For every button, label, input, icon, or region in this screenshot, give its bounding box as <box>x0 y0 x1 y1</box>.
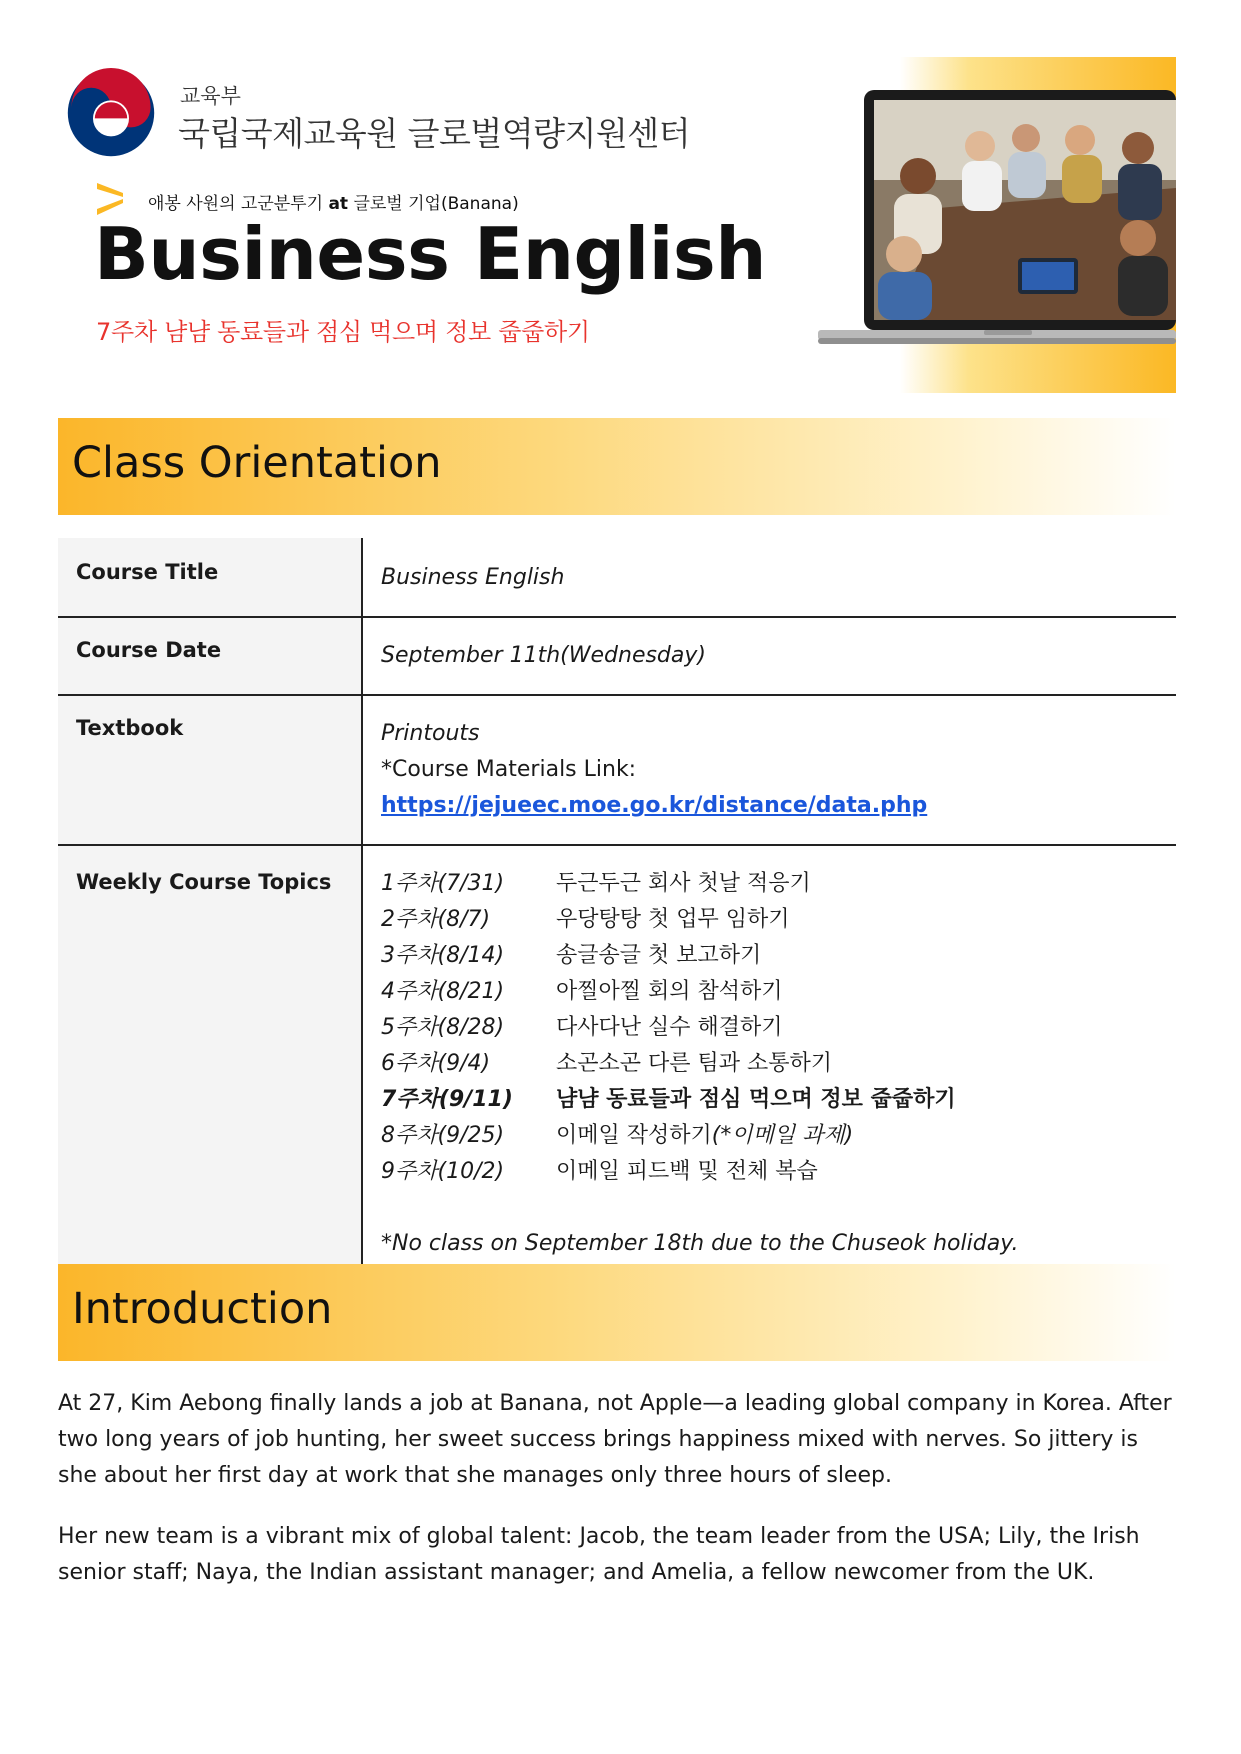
topic-text: 이메일 작성하기 <box>556 1123 712 1148</box>
list-item <box>381 1010 1158 1046</box>
link-prefix: *Course Materials Link: <box>381 757 637 782</box>
week-topic: 우당탕탕 첫 업무 임하기 <box>556 907 790 932</box>
list-item <box>381 1154 1158 1190</box>
week-label: 4주차(8/21) <box>381 979 505 1004</box>
laptop-meeting-illustration <box>818 88 1176 356</box>
row-value: September 11th(Wednesday) <box>381 643 706 668</box>
week-label: 9주차(10/2) <box>381 1159 505 1184</box>
weekly-topic-list <box>381 866 1158 1190</box>
week-topic: 두근두근 회사 첫날 적응기 <box>556 871 811 896</box>
section-title: Class Orientation <box>72 438 442 488</box>
week-title: 7주차 냠냠 동료들과 점심 먹으며 정보 줍줍하기 <box>96 318 590 346</box>
list-item <box>381 1046 1158 1082</box>
list-item <box>381 938 1158 974</box>
subtitle <box>148 189 519 214</box>
section-header-orientation <box>58 418 1176 515</box>
subtitle-prefix: 애봉 사원의 고군분투기 <box>148 194 324 214</box>
holiday-note: *No class on September 18th due to the Chuseok holiday. <box>381 1231 1019 1256</box>
intro-paragraph: Her new team is a vibrant mix of global talent: Jacob, the team leader from the USA; Lily, the Irish senior staff; Naya, the Indian assistant manager; and Amelia, a fellow newcomer from the UK. <box>58 1524 1140 1585</box>
row-value: Business English <box>381 565 565 590</box>
topic-extra: (*이메일 과제) <box>711 1123 854 1148</box>
subtitle-suffix: 글로벌 기업(Banana) <box>353 194 519 214</box>
list-item <box>381 902 1158 938</box>
week-label: 6주차(9/4) <box>381 1051 491 1076</box>
course-materials-line <box>381 752 1158 824</box>
page-title: Business English <box>94 212 766 296</box>
row-value <box>362 845 1176 1283</box>
week-label: 7주차(9/11) <box>381 1087 513 1112</box>
week-topic <box>556 1118 853 1154</box>
row-label: Weekly Course Topics <box>58 845 362 1283</box>
textbook-value: Printouts <box>381 721 480 746</box>
week-label: 8주차(9/25) <box>381 1123 505 1148</box>
week-topic: 다사다난 실수 해결하기 <box>556 1015 783 1040</box>
table-row <box>58 538 1176 617</box>
week-topic: 이메일 피드백 및 전체 복습 <box>556 1159 818 1184</box>
week-topic: 송글송글 첫 보고하기 <box>556 943 762 968</box>
week-topic: 소곤소곤 다른 팀과 소통하기 <box>556 1051 833 1076</box>
list-item <box>381 866 1158 902</box>
list-item <box>381 1118 1158 1154</box>
section-title: Introduction <box>72 1284 333 1334</box>
week-topic: 냠냠 동료들과 점심 먹으며 정보 줍줍하기 <box>556 1087 956 1112</box>
course-materials-link[interactable]: https://jejueec.moe.go.kr/distance/data.php <box>381 793 928 818</box>
list-item <box>381 974 1158 1010</box>
row-label: Course Title <box>58 538 362 617</box>
row-label: Course Date <box>58 617 362 695</box>
week-topic: 아찔아찔 회의 참석하기 <box>556 979 783 1004</box>
course-info-table <box>58 538 1176 1284</box>
row-label: Textbook <box>58 695 362 845</box>
ministry-name-large: 국립국제교육원 글로벌역량지원센터 <box>178 114 691 153</box>
week-label: 3주차(8/14) <box>381 943 505 968</box>
list-item-current <box>381 1082 1158 1118</box>
table-row <box>58 617 1176 695</box>
table-row <box>58 695 1176 845</box>
section-header-introduction <box>58 1264 1176 1361</box>
table-row <box>58 845 1176 1283</box>
week-label: 2주차(8/7) <box>381 907 491 932</box>
intro-paragraph: At 27, Kim Aebong finally lands a job at Banana, not Apple—a leading global company in Korea. After two long years of job hunting, her sweet success brings happiness mixed with nerves. So jittery is she about her first day at work that she manages only three hours of sleep. <box>58 1391 1172 1488</box>
taegeuk-emblem-icon <box>66 68 156 158</box>
week-label: 1주차(7/31) <box>381 871 505 896</box>
row-value <box>362 695 1176 845</box>
week-label: 5주차(8/28) <box>381 1015 505 1040</box>
subtitle-at: at <box>328 194 349 214</box>
ministry-name-small: 교육부 <box>180 84 241 108</box>
